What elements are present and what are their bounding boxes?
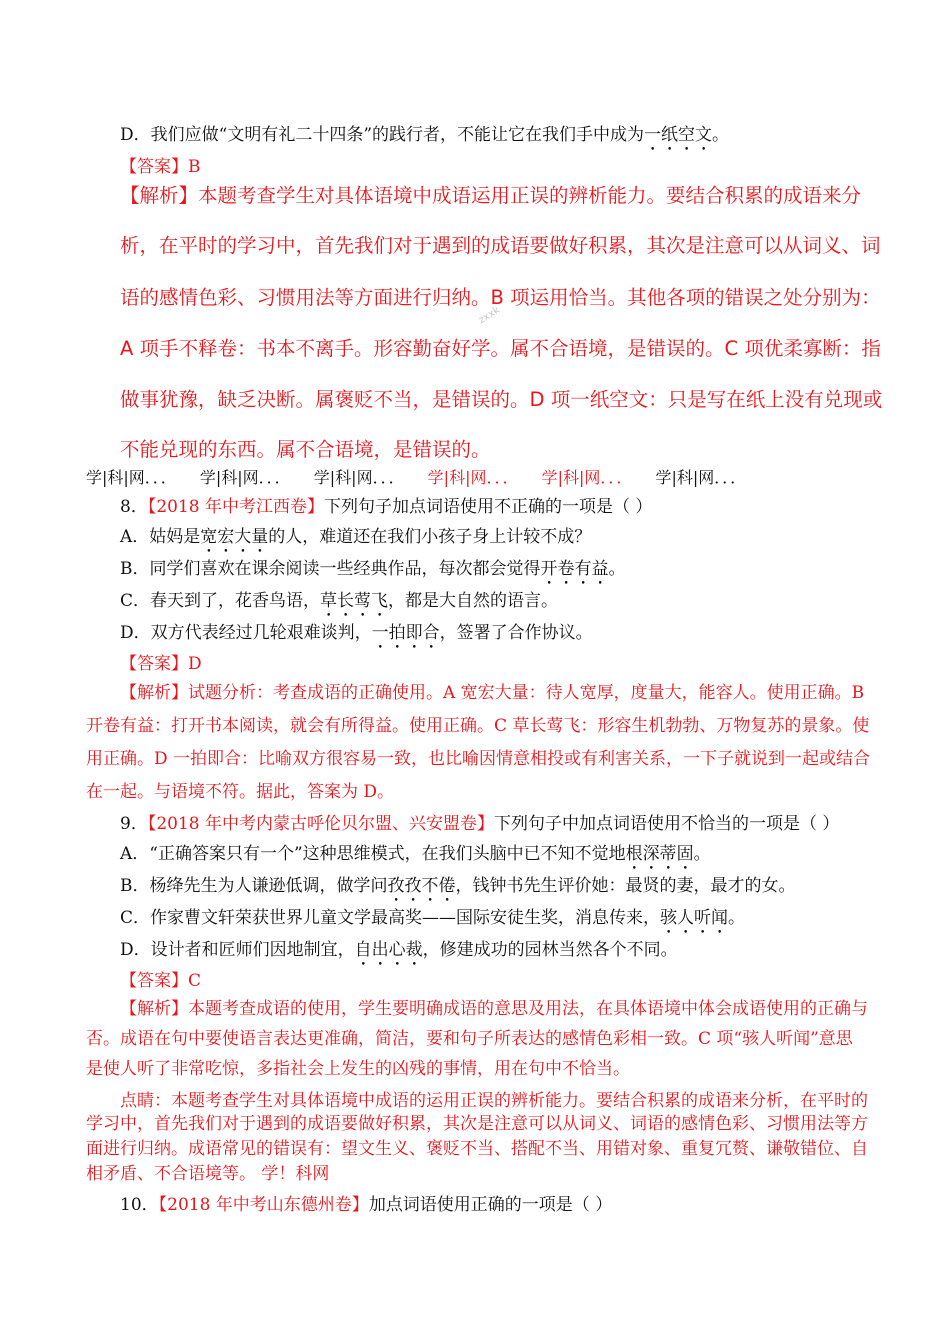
watermark-text: 学|科|网．．． [655,468,747,487]
dotted-idiom: 草长莺飞 [320,591,389,611]
q7-analysis-line: 语的感情色彩、习惯用法等方面进行归纳。B 项运用恰当。其他各项的错误之处分别为： [120,286,881,309]
q7-analysis-line: 不能兑现的东西。属不合语境，是错误的。 [120,438,491,461]
q8-analysis-line: 在一起。与语境不符。据此，答案为 D。 [86,782,395,802]
dotted-idiom: 根深蒂固 [625,844,694,864]
q8-answer: 【答案】D [120,654,202,674]
q7-option-d: D．我们应做“文明有礼二十四条”的践行者，不能让它在我们手中成为一纸空文。 [120,125,730,145]
q7-analysis-line: 【解析】本题考查学生对具体语境中成语运用正误的辨析能力。要结合积累的成语来分 [120,184,862,207]
q7-answer: 【答案】B [120,157,201,177]
watermark-text: 学|科|网．．． [541,468,633,487]
q9-source: 【2018 年中考内蒙古呼伦贝尔盟、兴安盟卷】 [147,814,494,834]
dotted-idiom: 骇人听闻 [660,908,729,928]
q8-analysis-line: 开卷有益：打开书本阅读，就会有所得益。使用正确。C 草长莺飞：形容生机勃勃、万物复苏的景象。使 [86,716,870,736]
q8-analysis-line: 用正确。D 一拍即合：比喻双方很容易一致，也比喻因情意相投或有利害关系，一下子就说到一起或结合 [86,749,871,769]
q9-option-b: B．杨绛先生为人谦逊低调，做学问孜孜不倦，钱钟书先生评价她：最贤的妻，最才的女。 [120,876,796,896]
q9-stem: 9．【2018 年中考内蒙古呼伦贝尔盟、兴安盟卷】下列句子中加点词语使用不恰当的一项是（ ） [120,814,840,834]
q9-answer: 【答案】C [120,971,202,991]
q10-stem: 10．【2018 年中考山东德州卷】加点词语使用正确的一项是（ ） [120,1195,613,1215]
q8-source: 【2018 年中考江西卷】 [147,497,324,517]
dotted-idiom: 一拍即合 [371,623,440,643]
q9-option-a: A．“正确答案只有一个”这种思维模式，在我们头脑中已不知不觉地根深蒂固。 [120,844,711,864]
q9-note-line: 相矛盾、不合语境等。 学！科网 [86,1164,330,1184]
q9-note-line: 点睛：本题考查学生对具体语境中成语的运用正误的辨析能力。要结合积累的成语来分析，在平时的 [120,1091,868,1111]
q10-source: 【2018 年中考山东德州卷】 [158,1195,369,1215]
dotted-idiom: 宽宏大量 [200,527,269,547]
q8-stem: 8．【2018 年中考江西卷】下列句子加点词语使用不正确的一项是（ ） [120,497,653,517]
q9-analysis-line: 是使人听了非常吃惊，多指社会上发生的凶残的事情，用在句中不恰当。 [86,1059,630,1079]
q7-analysis-line: A 项手不释卷：书本不离手。形容勤奋好学。属不合语境，是错误的。C 项优柔寡断：指 [120,337,881,360]
watermark-text: 学|科|网．．． [199,468,291,487]
q8-analysis-line: 【解析】试题分析：考查成语的正确使用。A 宽宏大量：待人宽厚，度量大，能容人。使用正确。B [120,683,865,703]
q9-note-line: 学习中，首先我们对于遇到的成语要做好积累，其次是注意可以从词义、词语的感情色彩、习惯用法等方 [86,1114,868,1134]
watermark-text: 学|科|网．．． [427,468,519,487]
q9-note-line: 面进行归纳。成语常见的错误有：望文生义、褒贬不当、搭配不当、用错对象、重复冗赘、谦敬错位、自 [86,1139,868,1159]
q9-analysis-line: 否。成语在句中要使语言表达更准确，简洁，要和句子所表达的感情色彩相一致。C 项“骇人听闻”意思 [86,1029,853,1049]
q8-option-c: C．春天到了，花香鸟语，草长莺飞，都是大自然的语言。 [120,591,559,611]
dotted-idiom: 自出心裁 [354,940,423,960]
q9-analysis-line: 【解析】本题考查成语的使用，学生要明确成语的意思及用法，在具体语境中体会成语使用的正确与 [120,999,868,1019]
q7-analysis-line: 析，在平时的学习中，首先我们对于遇到的成语要做好积累，其次是注意可以从词义、词 [120,234,881,257]
q9-option-d: D．设计者和匠师们因地制宜，自出心裁，修建成功的园林当然各个不同。 [120,940,678,960]
watermark-text: 学|科|网．．． [86,468,177,487]
watermark-logo: zxxk [476,304,503,327]
q8-option-a: A．姑妈是宽宏大量的人，难道还在我们小孩子身上计较不成？ [120,527,592,547]
q8-option-b: B．同学们喜欢在课余阅读一些经典作品，每次都会觉得开卷有益。 [120,559,626,579]
dotted-idiom: 孜孜不倦 [387,876,456,896]
watermark-line [86,467,746,489]
watermark-text: 学|科|网．．． [313,468,405,487]
q9-option-c: C．作家曹文轩荣获世界儿童文学最高奖——国际安徒生奖，消息传来，骇人听闻。 [120,908,746,928]
q8-option-d: D．双方代表经过几轮艰难谈判，一拍即合，签署了合作协议。 [120,623,593,643]
dotted-idiom: 开卷有益 [540,559,609,579]
q7-analysis-line: 做事犹豫，缺乏决断。属褒贬不当，是错误的。D 项一纸空文：只是写在纸上没有兑现或 [120,388,883,411]
dotted-idiom: 一纸空文 [644,125,713,145]
